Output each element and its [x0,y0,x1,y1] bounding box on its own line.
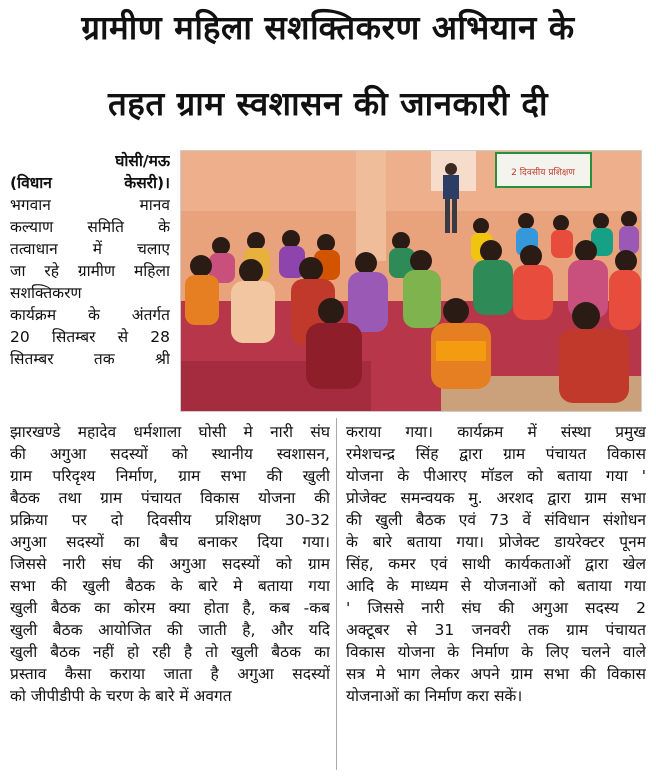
left-line-2: ग्राम परिदृश्य निर्माण, ग्राम सभा की खुली [10,467,330,485]
intro-line-0: भगवान मानव [10,196,170,214]
left-line-9: खुली बैठक आयोजित की जाती है, और यदि [10,621,330,639]
article-left-column [10,421,330,707]
headline-line-1: ग्रामीण महिला सशक्तिकरण अभियान के [81,8,575,47]
headline-line-2: तहत ग्राम स्वशासन की जानकारी दी [107,84,549,123]
banner-text: 2 दिवसीय प्रशिक्षण [511,168,575,178]
left-line-11: प्रस्ताव कैसा कराया जाता है अगुआ सदस्यों [10,665,330,683]
intro-line-1: कल्याण समिति के [10,218,170,236]
right-line-5: के बारे बताया गया। प्रोजेक्ट डायरेक्टर पूनम [346,533,646,551]
training-session-image [181,151,641,411]
left-line-6: जिससे नारी संघ की अगुआ सदस्यों को ग्राम [10,555,330,573]
column-divider [336,418,337,770]
left-line-8: खुली बैठक का कोरम क्या होता है, कब -कब [10,599,330,617]
left-line-12: को जीपीडीपी के चरण के बारे में अवगत [10,687,232,705]
right-line-11: सत्र मे भाग लेकर अपने ग्राम सभा की विकास [346,665,646,683]
intro-line-3: जा रहे ग्रामीण महिला [10,262,170,280]
right-line-9: अक्टूबर से 31 जनवरी तक ग्राम पंचायत [346,621,646,639]
right-line-1: रमेशचन्द्र सिंह द्वारा ग्राम पंचायत विकास [346,445,646,463]
right-line-10: विकास योजना के निर्माण के लिए चलने वाले [346,643,646,661]
left-line-1: की अगुआ सदस्यों को स्थानीय स्वशासन, [10,445,330,463]
right-line-12: योजनाओं का निर्माण करा सकें। [346,687,523,705]
left-line-3: बैठक तथा ग्राम पंचायत विकास योजना की [10,489,330,507]
intro-line-5: कार्यक्रम के अंतर्गत [10,306,170,324]
left-line-4: प्रक्रिया पर दो दिवसीय प्रशिक्षण 30-32 [10,511,330,529]
intro-line-6: 20 सितम्बर से 28 [10,328,170,346]
right-line-3: प्रोजेक्ट समन्वयक मु. अरशद द्वारा ग्राम सभा [346,489,646,507]
right-line-6: सिंह, कमर एवं साथी कार्यकताओं द्वारा खेल [346,555,646,573]
intro-line-7: सितम्बर तक श्री [10,350,170,368]
right-line-0: कराया गया। कार्यक्रम में संस्था प्रमुख [346,423,646,441]
right-line-4: की खुली बैठक एवं 73 वें संविधान संशोधन [346,511,646,529]
article-photo [180,150,642,412]
left-line-5: अगुआ सदस्यों का बैच बनाकर दिया गया। [10,533,330,551]
intro-line-4: सशक्तिकरण [10,284,82,302]
intro-lines [10,194,170,370]
dateline-source: (विधान केसरी)। [10,174,170,192]
right-line-8: ' जिससे नारी संघ की अगुआ सदस्य 2 [346,599,646,617]
left-line-0: झारखण्डे महादेव धर्मशाला घोसी मे नारी संघ [10,423,330,441]
article-intro-column [10,150,170,370]
right-line-7: आदि के माध्यम से योजनाओं को बताया गया [346,577,646,595]
dateline-place: घोसी/मऊ [115,152,170,170]
right-line-2: योजना के पीआरए मॉडल को बताया गया ' [346,467,646,485]
left-line-10: खुली बैठक नहीं हो रही है तो खुली बैठक का [10,643,330,661]
article-right-column [346,421,646,707]
left-line-7: सभा की खुली बैठक के बारे मे बताया गया [10,577,330,595]
intro-line-2: तत्वाधान में चलाए [10,240,170,258]
